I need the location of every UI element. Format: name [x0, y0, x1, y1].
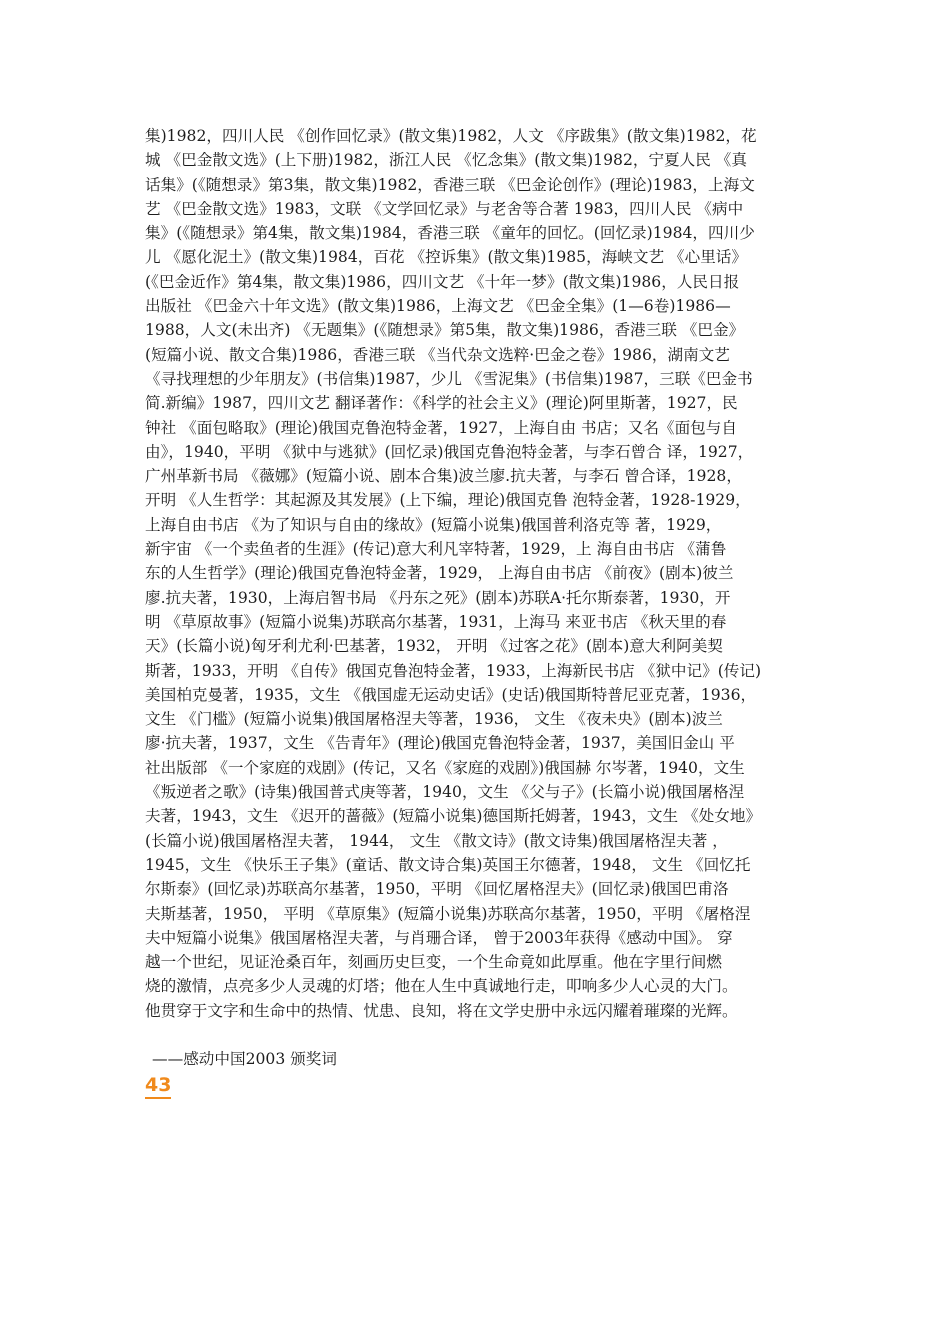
text-line: 天》(长篇小说)匈牙利尤利·巴基著，1932， 开明 《过客之花》(剧本)意大利阿美契 [145, 637, 723, 656]
text-line: 话集》(《随想录》第3集，散文集)1982，香港三联 《巴金论创作》(理论)1983，上海文 [145, 175, 755, 194]
text-line: 夫著，1943，文生 《迟开的蔷薇》(短篇小说集)德国斯托姆著，1943，文生 《处女地》 [145, 807, 762, 826]
award-citation-attribution: ——感动中国2003 颁奖词 [152, 1050, 337, 1068]
text-line: 1988，人文(未出齐) 《无题集》(《随想录》第5集，散文集)1986，香港三联 《巴金》 [145, 321, 745, 340]
text-line: 夫中短篇小说集》俄国屠格涅夫著，与肖珊合译， 曾于2003年获得《感动中国》。 穿 [145, 928, 733, 947]
text-line: (《巴金近作》第4集，散文集)1986，四川文艺 《十年一梦》(散文集)1986，人民日报 [145, 272, 740, 291]
body-text [145, 124, 825, 1023]
text-line: 艺 《巴金散文选》1983，文联 《文学回忆录》与老舍等合著 1983，四川人民 《病中 [145, 199, 744, 218]
text-line: 《叛逆者之歌》(诗集)俄国普式庚等著，1940，文生 《父与子》(长篇小说)俄国屠格涅 [145, 783, 745, 802]
text-line: 由》，1940，平明 《狱中与逃狱》(回忆录)俄国克鲁泡特金著，与李石曾合 译，1927， [145, 442, 754, 461]
text-line: 明 《草原故事》(短篇小说集)苏联高尔基著，1931，上海马 来亚书店 《秋天里的春 [145, 612, 727, 631]
text-line: 开明 《人生哲学：其起源及其发展》(上下编，理论)俄国克鲁 泡特金著，1928-1929， [145, 491, 751, 510]
text-line: 钟社 《面包略取》(理论)俄国克鲁泡特金著，1927，上海自由 书店；又名《面包与自 [145, 418, 737, 437]
text-line: 简.新编》1987，四川文艺 翻译著作：《科学的社会主义》(理论)阿里斯著，1927，民 [145, 394, 738, 413]
text-line: 夫斯基著，1950， 平明 《草原集》(短篇小说集)苏联高尔基著，1950，平明 《屠格涅 [145, 904, 751, 923]
text-line: 越一个世纪，见证沧桑百年，刻画历史巨变，一个生命竟如此厚重。他在字里行间燃 [145, 953, 722, 972]
text-line: 广州革新书局 《薇娜》(短篇小说、剧本合集)波兰廖.抗夫著，与李石 曾合译，1928， [145, 467, 742, 486]
text-line: 他贯穿于文字和生命中的热情、忧患、良知，将在文学史册中永远闪耀着璀璨的光辉。 [145, 1001, 738, 1020]
text-line: 城 《巴金散文选》(上下册)1982，浙江人民 《忆念集》(散文集)1982，宁夏人民 《真 [145, 151, 747, 170]
text-line: 东的人生哲学》(理论)俄国克鲁泡特金著，1929， 上海自由书店 《前夜》(剧本)彼兰 [145, 564, 734, 583]
page-number: 43 [145, 1073, 171, 1099]
text-line: 美国柏克曼著，1935，文生 《俄国虚无运动史话》(史话)俄国斯特普尼亚克著，1936， [145, 685, 757, 704]
text-line: 1945，文生 《快乐王子集》(童话、散文诗合集)英国王尔德著，1948， 文生 《回忆托 [145, 855, 751, 874]
text-line: (长篇小说)俄国屠格涅夫著， 1944， 文生 《散文诗》(散文诗集)俄国屠格涅夫著 ， [145, 831, 728, 850]
text-line: 新宇宙 《一个卖鱼者的生涯》(传记)意大利凡宰特著，1929，上 海自由书店 《蒲鲁 [145, 540, 727, 559]
text-line: (短篇小说、散文合集)1986，香港三联 《当代杂文选粹·巴金之卷》1986，湖南文艺 [145, 345, 730, 364]
text-line: 集》(《随想录》第4集，散文集)1984，香港三联 《童年的回忆。(回忆录)1984，四川少 [145, 224, 755, 243]
text-line: 集)1982，四川人民 《创作回忆录》(散文集)1982，人文 《序跋集》(散文集)1982，花 [145, 127, 757, 145]
text-line: 斯著，1933，开明 《自传》俄国克鲁泡特金著，1933，上海新民书店 《狱中记》(传记) [145, 661, 762, 680]
text-line: 文生 《门槛》(短篇小说集)俄国屠格涅夫等著，1936， 文生 《夜未央》(剧本)波兰 [145, 710, 723, 729]
text-line: 《寻找理想的少年朋友》(书信集)1987，少儿 《雪泥集》(书信集)1987，三联《巴金书 [145, 369, 753, 388]
text-line: 烧的激情，点亮多少人灵魂的灯塔；他在人生中真诚地行走，叩响多少人心灵的大门。 [145, 977, 738, 996]
text-line: 出版社 《巴金六十年文选》(散文集)1986，上海文艺 《巴金全集》(1—6卷)1986— [145, 297, 731, 316]
text-line: 社出版部 《一个家庭的戏剧》(传记，又名《家庭的戏剧》)俄国赫 尔岑著，1940，文生 [145, 758, 745, 777]
text-line: 廖·抗夫著，1937，文生 《告青年》(理论)俄国克鲁泡特金著，1937，美国旧金山 平 [145, 734, 735, 753]
text-line: 儿 《愿化泥土》(散文集)1984，百花 《控诉集》(散文集)1985，海峡文艺 《心里话》 [145, 248, 747, 267]
text-line: 上海自由书店 《为了知识与自由的缘故》(短篇小说集)俄国普利洛克等 著，1929， [145, 515, 722, 534]
text-line: 尔斯泰》(回忆录)苏联高尔基著，1950，平明 《回忆屠格涅夫》(回忆录)俄国巴甫洛 [145, 880, 729, 899]
text-line: 廖.抗夫著，1930，上海启智书局 《丹东之死》(剧本)苏联A·托尔斯泰著，1930，开 [145, 588, 731, 607]
